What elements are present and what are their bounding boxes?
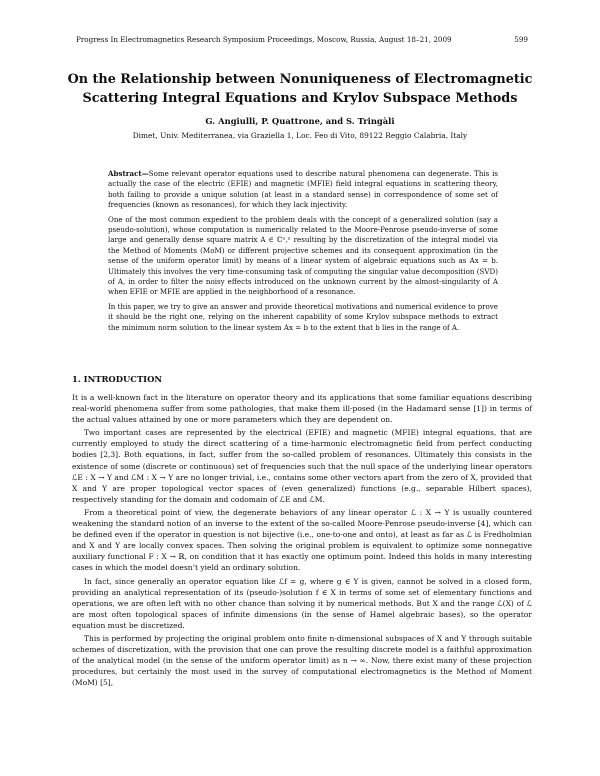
- section-heading: 1. INTRODUCTION: [72, 374, 163, 384]
- body-paragraph: In fact, since generally an operator equation like ℒf = g, where g ∈ Y is given, cannot be solved in a closed form, providing an analytical representation of its (pseudo-)solution f ∈ X in terms of some set of elementary functions and operations, we are often left with no other chance than solving it by numerical methods. But X and the range ℒ(X) of ℒ are most often topological spaces of infinite dimensions (in the sense of Hamel algebraic bases), so the operator equation must be discretized.: [72, 576, 532, 630]
- body-paragraph: This is performed by projecting the original problem onto finite n-dimensional subspaces of X and Y through suitable schemes of discretization, with the provision that one can prove the resulting discrete model is a faithful approximation of the analytical model (in the sense of the uniform operator limit) as n → ∞. Now, there exist many of these projection procedures, but certainly the most used in the survey of computational electromagnetics is the Method of Moment (MoM) [5],: [72, 633, 532, 688]
- abstract-paragraph-1: [108, 169, 498, 211]
- section-body: [72, 392, 532, 690]
- body-paragraph: Two important cases are represented by the electrical (EFIE) and magnetic (MFIE) integral equations, that are currently employed to study the direct scattering of a time-harmonic electromagnetic field from perfect conducting bodies [2,3]. Both equations, in fact, suffer from the so-called problem of resonances. Ultimately this consists in the existence of some (discrete or continuous) set of frequencies such that the null space of the underlying linear operators ℒE : X → Y and ℒM : X → Y are no longer trivial, i.e., contains some other vectors apart from the zero of X, provided that X and Y are proper topological vector spaces of (even generalized) functions (e.g., separable Hilbert spaces), respectively standing for the domain and codomain of ℒE and ℒM.: [72, 428, 532, 504]
- running-title: Progress In Electromagnetics Research Symposium Proceedings, Moscow, Russia, August 18–21, 2009: [76, 35, 452, 44]
- abstract: [108, 169, 498, 337]
- abstract-paragraph-2: One of the most common expedient to the problem deals with the concept of a generalized solution (say a pseudo-solution), whose computation is numerically related to the Moore-Penrose pseudo-inverse of some large and generally dense square matrix A ∈ ℂⁿ,ⁿ resulting by the discretization of the integral model via the Method of Moments (MoM) or different projective schemes and its consequent approximation (in the sense of the uniform operator limit) by means of a linear system of algebraic equations such as Ax = b. Ultimately this involves the very time-consuming task of computing the singular value decomposition (SVD) of A, in order to filter the noisy effects introduced on the unknown current by the almost-singularity of A when EFIE or MFIE are applied in the neighborhood of a resonance.: [108, 214, 498, 297]
- page-number: 599: [514, 35, 528, 44]
- abstract-label: Abstract—: [108, 169, 149, 178]
- running-header: [76, 35, 528, 44]
- abstract-paragraph-3: In this paper, we try to give an answer and provide theoretical motivations and numerical evidence to prove it should be the right one, relying on the inherent capability of some Krylov subspace methods to extract the minimum norm solution to the linear system Ax = b to the extent that b lies in the range of A.: [108, 301, 498, 332]
- body-paragraph: From a theoretical point of view, the degenerate behaviors of any linear operator ℒ : X → Y is usually countered weakening the standard notion of an inverse to the extent of the so-called Moore-Penrose pseudo-inverse [4], which can be defined even if the operator in question is not bijective (i.e., one-to-one and onto), at least as far as ℒ is Fredholmian and X and Y are locally convex spaces. Then solving the original problem is equivalent to optimize some nonnegative auxiliary functional F : X → ℝ, on condition that it has exactly one optimum point. Indeed this holds in many interesting cases in which the model doesn’t yield an ordinary solution.: [72, 507, 532, 573]
- title-line-2: Scattering Integral Equations and Krylov Subspace Methods: [82, 91, 518, 106]
- body-paragraph: It is a well-known fact in the literature on operator theory and its applications that some familiar equations describing real-world phenomena suffer from some pathologies, that make them ill-posed (in the Hadamard sense [1]) in terms of the actual values attained by one or more parameters which they are dependent on.: [72, 393, 532, 425]
- authors: G. Angiulli, P. Quattrone, and S. Tringàli: [205, 116, 395, 126]
- title-line-1: On the Relationship between Nonuniqueness of Electromagnetic: [67, 72, 533, 87]
- paper-title: [60, 70, 540, 108]
- abstract-text-1: Some relevant operator equations used to describe natural phenomena can degenerate. This is actually the case of the electric (EFIE) and magnetic (MFIE) field integral equations in scattering theory, both failing to provide a unique solution (at least in a standard sense) in correspondence of some set of frequencies (known as resonances), for which they lack injectivity.: [108, 169, 498, 210]
- affiliation: Dimet, Univ. Mediterranea, via Graziella 1, Loc. Feo di Vito, 89122 Reggio Calabria, Italy: [132, 131, 468, 140]
